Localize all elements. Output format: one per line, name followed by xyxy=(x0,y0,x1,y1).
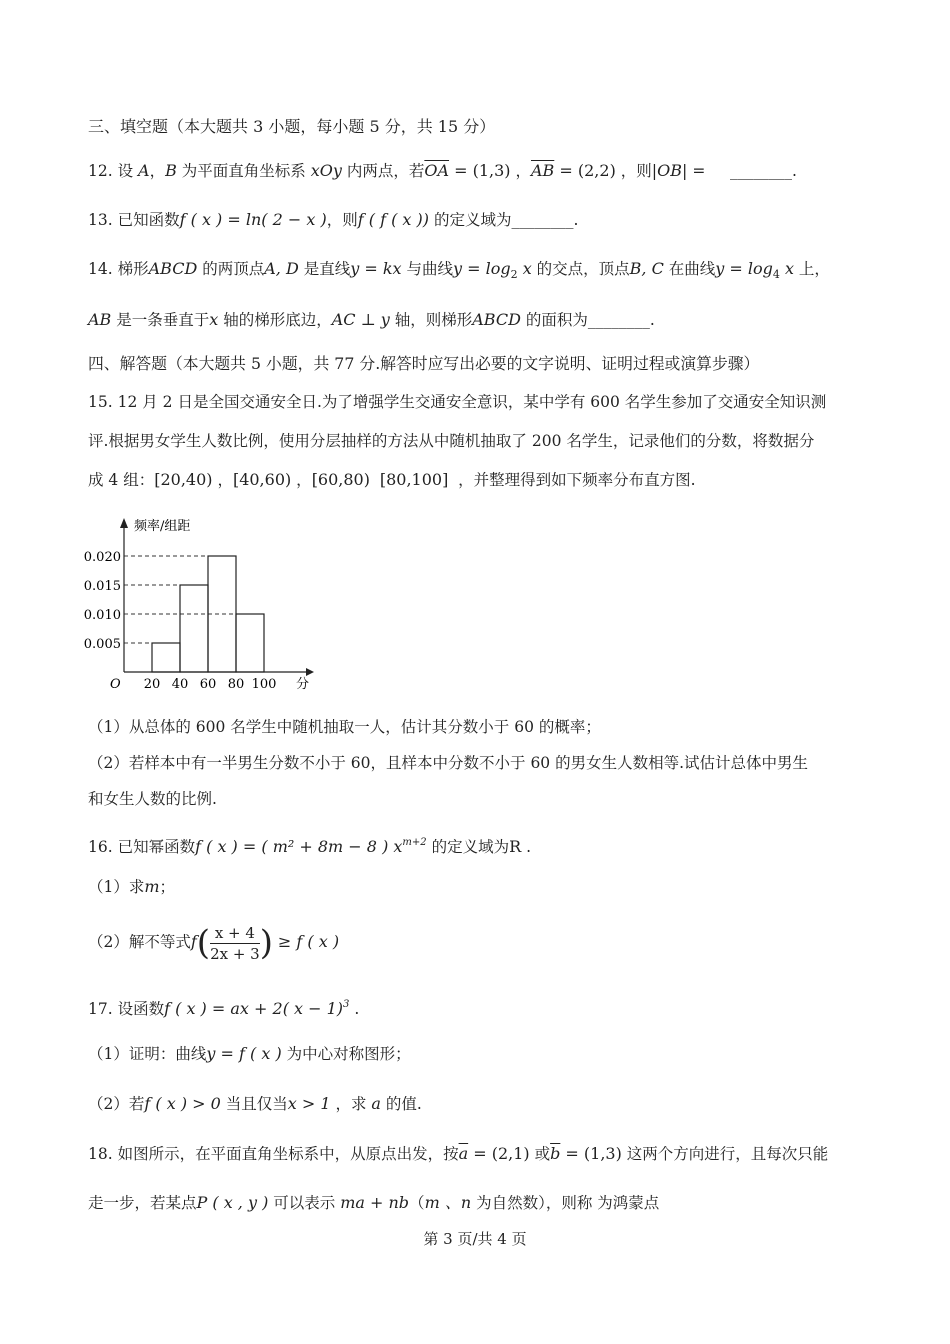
q16-part-1-end: ； xyxy=(159,878,176,896)
q14-line: y = kx xyxy=(350,259,402,278)
q18-vector-b: $\overline{b}$ xyxy=(550,1144,561,1163)
q14-text: 是一条垂直于 xyxy=(111,311,210,329)
q18-vector-b-value: = (1,3) xyxy=(560,1144,622,1163)
q18-expression: ma + nb xyxy=(340,1193,410,1212)
q17-part-1-text: 为中心对称图形； xyxy=(281,1045,411,1063)
q12-vector-ob-magnitude: |OB| xyxy=(651,161,688,180)
q12-eq: = xyxy=(687,162,711,180)
q18-text: 这两个方向进行，且每次只能 xyxy=(621,1145,829,1163)
q15-group-2: [40,60) xyxy=(232,470,292,489)
section-4-title: 四、解答题（本大题共 5 小题，共 77 分.解答时应写出必要的文字说明、证明过程或演算步骤） xyxy=(88,354,760,373)
q17-text: 设函数 xyxy=(117,1000,165,1018)
q17-condition: f ( x ) > 0 xyxy=(144,1094,221,1113)
q16-exponent: m+2 xyxy=(402,837,427,848)
q14-x-axis: x xyxy=(209,310,219,329)
question-15-line-1: 15. 12 月 2 日是全国交通安全日.为了增强学生交通安全意识，某中学有 600 名学生参加了交通安全知识测 xyxy=(88,393,827,411)
right-paren: ) xyxy=(259,923,273,963)
question-12 xyxy=(88,160,797,182)
question-17-part-1 xyxy=(88,1043,411,1065)
q12-vector-oa-value: = (1,3) xyxy=(449,161,511,180)
q12-end: . xyxy=(791,162,797,180)
q14-text: 上， xyxy=(794,260,830,278)
q14-trapezoid: ABCD xyxy=(472,310,521,329)
q12-coord-system: xOy xyxy=(310,161,342,180)
q13-composite: f ( f ( x )) xyxy=(357,210,430,229)
question-15-line-2: 评.根据男女学生人数比例，使用分层抽样的方法从中随机抽取了 200 名学生，记录他们的分数，将数据分 xyxy=(88,432,815,450)
q14-text: 在曲线 xyxy=(663,260,716,278)
q18-text: （ xyxy=(409,1194,425,1212)
q13-text: 的定义域为 xyxy=(429,211,512,229)
q18-text: 18. 如图所示，在平面直角坐标系中，从原点出发，按 xyxy=(88,1145,459,1163)
q17-part-2-text: （2）若 xyxy=(88,1095,145,1113)
q14-vertices-ad: A, D xyxy=(264,259,299,278)
q16-function: f ( x ) = ( m² + 8m − 8 ) x xyxy=(195,837,403,856)
q18-text: 为自然数），则称 xyxy=(471,1194,598,1212)
frequency-histogram xyxy=(84,512,324,692)
x-axis-arrow xyxy=(306,668,314,676)
y-axis-arrow xyxy=(120,518,128,528)
q12-comma: ， xyxy=(149,162,166,180)
q15-group-4: [80,100] xyxy=(379,470,449,489)
q17-part-1-text: （1）证明：曲线 xyxy=(88,1045,207,1063)
q17-part-2-text: ，求 xyxy=(330,1095,372,1113)
q12-number: 12. xyxy=(88,162,113,180)
q16-fraction xyxy=(210,923,260,964)
q16-inequality-f: f xyxy=(190,932,197,951)
q12-text: 设 xyxy=(117,162,139,180)
q17-part-2-text: 的值. xyxy=(380,1095,422,1113)
y-tick-labels xyxy=(84,550,121,652)
q14-curve2-base: 4 xyxy=(772,268,780,281)
q18-vector-a-value: = (2,1) xyxy=(468,1144,530,1163)
question-18-line-2 xyxy=(88,1192,659,1214)
page-footer: 第 3 页/共 4 页 xyxy=(423,1230,527,1248)
q14-vertices-bc: B, C xyxy=(629,259,664,278)
q15-text: 成 4 组： xyxy=(88,471,155,489)
question-14 xyxy=(88,258,830,286)
q16-number: 16. xyxy=(88,838,113,856)
q15-text: ，并整理得到如下频率分布直方图. xyxy=(458,471,696,489)
q14-curve-base: 2 xyxy=(510,268,518,281)
q17-number: 17. xyxy=(88,1000,113,1018)
question-15-part-2: （2）若样本中有一半男生分数不小于 60，且样本中分数不小于 60 的男女生人数相等.试估计总体中男生 xyxy=(88,754,809,772)
q14-curve-lhs: y = log xyxy=(453,259,511,278)
section-3-title: 三、填空题（本大题共 3 小题，每小题 5 分，共 15 分） xyxy=(88,117,496,136)
q14-number: 14. xyxy=(88,260,113,278)
question-16-part-1 xyxy=(88,876,175,898)
q16-part-1-text: （1）求 xyxy=(88,878,145,896)
answer-blank: ________ xyxy=(729,162,792,180)
q15-group-1: [20,40) xyxy=(154,470,213,489)
x-tick-label: 100 xyxy=(251,677,277,692)
answer-blank: ________ xyxy=(587,311,650,329)
q14-curve-2 xyxy=(715,259,794,281)
q13-text: ，则 xyxy=(326,211,358,229)
left-paren: ( xyxy=(196,923,211,963)
y-axis-label: 频率/组距 xyxy=(134,519,191,534)
y-tick-label: 0.005 xyxy=(84,637,121,652)
q18-text: 走一步，若某点 xyxy=(88,1194,197,1212)
x-tick-label: 80 xyxy=(227,677,245,692)
q16-end: . xyxy=(521,838,531,856)
x-tick-label: 40 xyxy=(171,677,189,692)
q14-text: 的面积为 xyxy=(520,311,588,329)
q16-text: 的定义域为 xyxy=(426,838,510,856)
q18-naturals: m 、n xyxy=(424,1193,472,1212)
q17-end: . xyxy=(349,1000,360,1018)
q14-curve-var: x xyxy=(517,259,532,278)
q14-text: 轴，则梯形 xyxy=(389,311,473,329)
q14-text: 梯形 xyxy=(117,260,149,278)
q12-point-a: A xyxy=(138,161,150,180)
q14-end: . xyxy=(649,311,655,329)
q18-vector-a: $\overline{a}$ xyxy=(458,1144,469,1163)
q18-or: 或 xyxy=(529,1145,551,1163)
q12-vector-oa: $\overline{OA}$ xyxy=(424,161,450,180)
question-18-line-1 xyxy=(88,1143,828,1165)
q16-reals: R xyxy=(509,837,522,856)
q14-base-ab: AB xyxy=(88,310,112,329)
x-tick-label: 20 xyxy=(143,677,161,692)
q17-function: f ( x ) = ax + 2( x − 1) xyxy=(164,999,344,1018)
question-14-line-2 xyxy=(88,309,655,331)
histogram-bar xyxy=(152,643,180,672)
q12-point-b: B xyxy=(165,161,177,180)
q14-text: 的两顶点 xyxy=(197,260,265,278)
q17-variable-a: a xyxy=(371,1094,381,1113)
question-15-part-2-cont: 和女生人数的比例. xyxy=(88,790,217,808)
q12-sep: ， xyxy=(510,162,531,180)
question-16 xyxy=(88,832,531,858)
q14-curve2-var: x xyxy=(779,259,794,278)
q16-numerator: x + 4 xyxy=(210,923,260,944)
y-tick-label: 0.015 xyxy=(84,579,121,594)
q14-trapezoid: ABCD xyxy=(148,259,198,278)
question-15-part-1: （1）从总体的 600 名学生中随机抽取一人，估计其分数小于 60 的概率； xyxy=(88,718,601,736)
q17-curve: y = f ( x ) xyxy=(206,1044,282,1063)
q17-exponent: 3 xyxy=(343,999,350,1010)
q13-number: 13. xyxy=(88,211,113,229)
question-17 xyxy=(88,994,359,1020)
q16-variable-m: m xyxy=(144,877,160,896)
q14-perpendicular: AC ⊥ y xyxy=(331,310,390,329)
q13-function: f ( x ) = ln( 2 − x ) xyxy=(179,210,327,229)
q16-text: 已知幂函数 xyxy=(117,838,196,856)
question-17-part-2 xyxy=(88,1093,422,1115)
q17-part-2-text: 当且仅当 xyxy=(220,1095,288,1113)
x-tick-labels xyxy=(144,677,277,692)
q15-group-3: [60,80) xyxy=(311,470,370,489)
q16-denominator: 2x + 3 xyxy=(210,944,260,963)
question-13 xyxy=(88,209,578,231)
q18-text: 为鸿蒙点 xyxy=(597,1194,660,1212)
q14-curve xyxy=(453,259,532,281)
q16-part-2-text: （2）解不等式 xyxy=(88,933,191,951)
histogram-bar xyxy=(180,585,208,672)
answer-blank: ________ xyxy=(511,211,574,229)
q18-point-p: P ( x , y ) xyxy=(196,1193,269,1212)
y-tick-label: 0.010 xyxy=(84,608,121,623)
origin-label: O xyxy=(110,677,121,692)
q14-text: 轴的梯形底边， xyxy=(218,311,332,329)
q12-vector-ab-value: = (2,2) xyxy=(554,161,616,180)
q14-curve2-lhs: y = log xyxy=(715,259,773,278)
q17-x-condition: x > 1 xyxy=(287,1094,331,1113)
q12-vector-ab: $\overline{AB}$ xyxy=(530,161,555,180)
question-16-part-2 xyxy=(88,918,339,966)
q12-text: 为平面直角坐标系 xyxy=(176,162,311,180)
q16-inequality-rhs: ≥ f ( x ) xyxy=(277,932,340,951)
q13-text: 已知函数 xyxy=(117,211,180,229)
question-15-line-3: 成 4 组：[20,40) ，[40,60) ，[60,80) [80,100] ，并整理得到如下频率分布直方图. xyxy=(88,470,696,489)
q14-text: 的交点，顶点 xyxy=(531,260,630,278)
y-tick-label: 0.020 xyxy=(84,550,121,565)
x-tick-label: 60 xyxy=(199,677,217,692)
x-axis-label: 分 xyxy=(296,677,310,692)
histogram-bar xyxy=(236,614,264,672)
q18-text: 可以表示 xyxy=(268,1194,341,1212)
q14-text: 与曲线 xyxy=(401,260,454,278)
q13-end: . xyxy=(573,211,579,229)
q12-text: 内两点，若 xyxy=(341,162,425,180)
q12-text: ，则 xyxy=(615,162,652,180)
q14-text: 是直线 xyxy=(298,260,351,278)
